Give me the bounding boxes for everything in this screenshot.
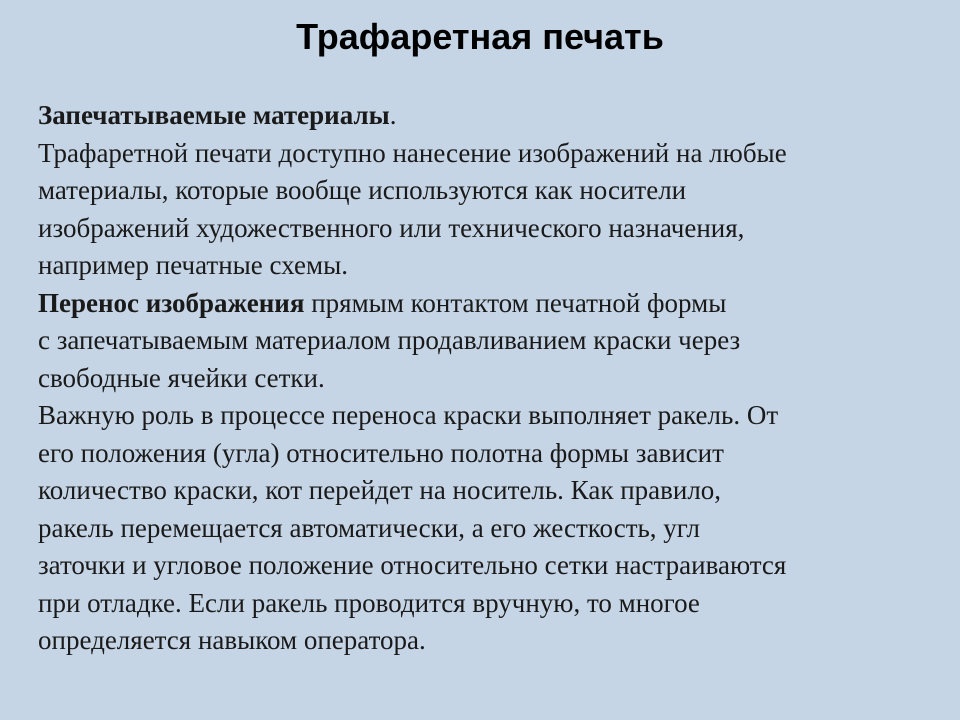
slide-body bbox=[38, 97, 938, 660]
section3-line: определяется навыком оператора. bbox=[38, 625, 426, 655]
section1-heading-tail: . bbox=[389, 100, 397, 130]
section2-line: свободные ячейки сетки. bbox=[38, 362, 325, 393]
section1-line: Трафаретной печати доступно нанесение изображений на любые bbox=[38, 137, 787, 168]
section1-line: изображений художественного или технического назначения, bbox=[38, 212, 745, 243]
section2-line: с запечатываемым материалом продавливанием краски через bbox=[38, 325, 741, 355]
section1-line: материалы, которые вообще используются как носители bbox=[38, 175, 687, 205]
section3-line: заточки и угловое положение относительно сетки настраиваются bbox=[38, 550, 787, 580]
section3-line: количество краски, кот перейдет на носитель. Как правило, bbox=[38, 475, 722, 505]
section1-heading-line bbox=[38, 97, 938, 135]
section3-line: его положения (угла) относительно полотна формы зависит bbox=[38, 437, 724, 468]
section3-line: при отладке. Если ракель проводится вручную, то многое bbox=[38, 587, 700, 618]
section2-heading-line bbox=[38, 285, 938, 323]
section2-heading: Перенос изображения bbox=[38, 287, 305, 318]
section1-heading: Запечатываемые материалы bbox=[38, 100, 390, 130]
section1-line: например печатные схемы. bbox=[38, 250, 348, 280]
section3-line: Важную роль в процессе переноса краски выполняет ракель. От bbox=[38, 400, 779, 430]
section2-heading-tail: прямым контактом печатной формы bbox=[304, 287, 727, 318]
section3-line: ракель перемещается автоматически, а его жесткость, угл bbox=[38, 512, 700, 543]
slide-title: Трафаретная печать bbox=[296, 16, 664, 57]
